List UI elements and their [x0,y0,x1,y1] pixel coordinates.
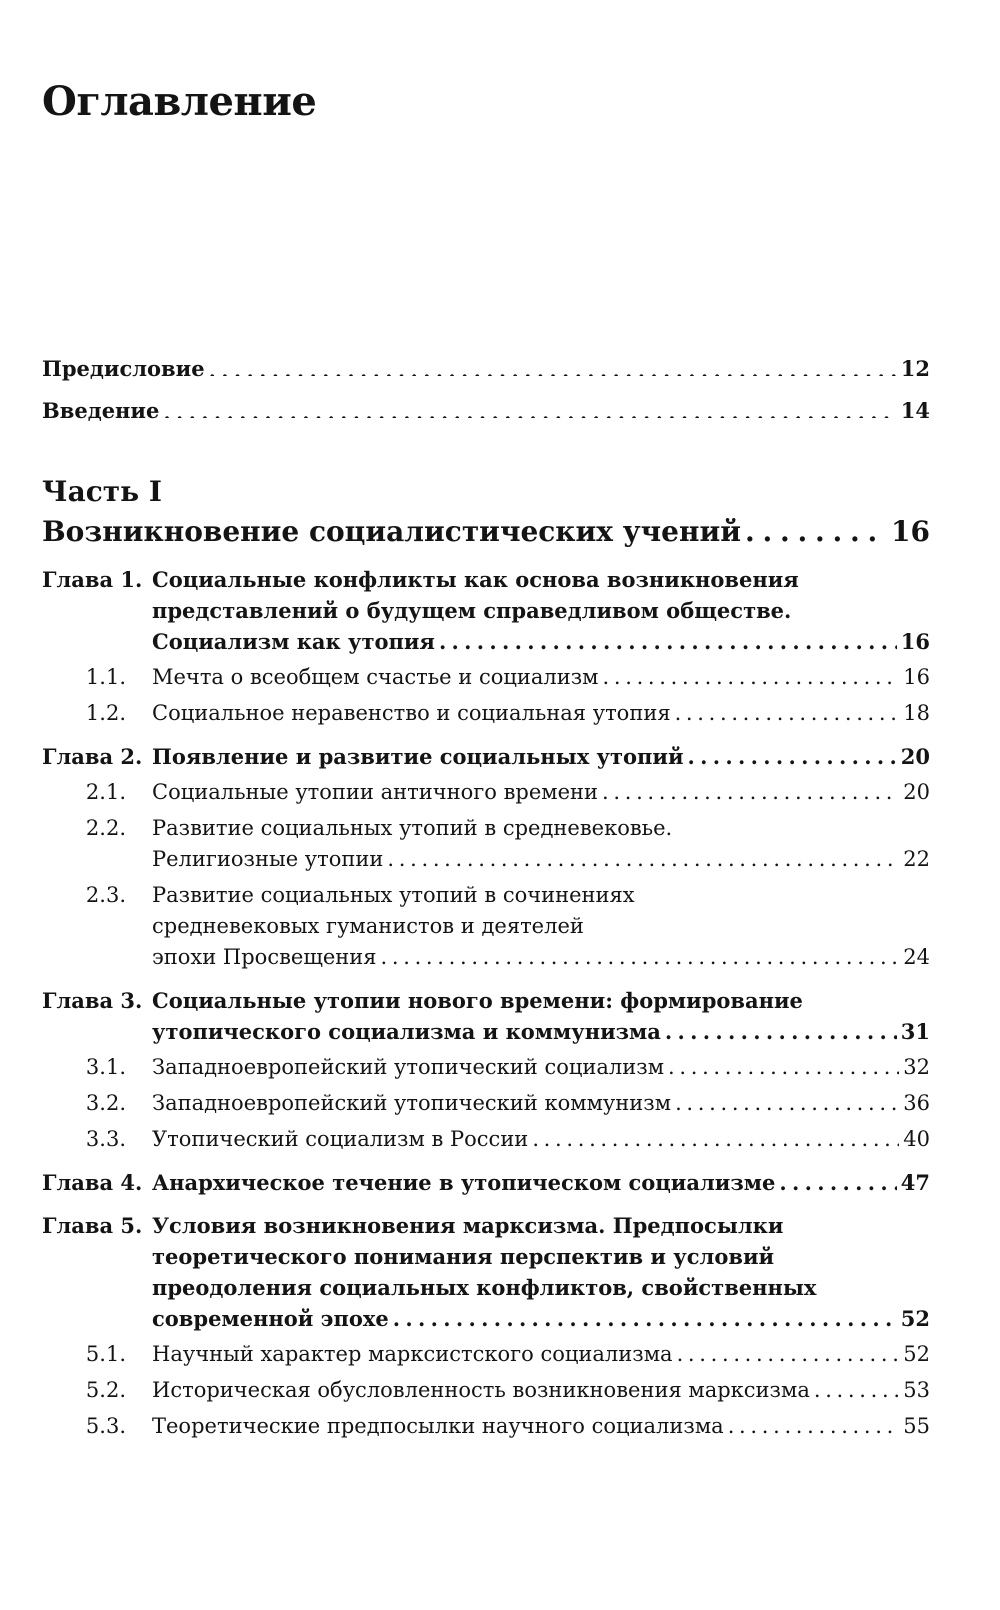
dot-leader [677,1339,900,1365]
dot-leader [728,1411,900,1437]
dot-leader [387,844,899,870]
chapter-label: Глава 1. [42,567,143,592]
toc-entry-text: Социализм как утопия [152,629,435,654]
toc-page-number: 47 [900,1170,930,1195]
section-number: 2.3. [85,883,126,907]
toc-entry-line [152,1016,930,1047]
toc-entry-line [152,813,930,844]
toc-entry-body [152,1411,930,1442]
toc-entry-text: Религиозные утопии [152,847,384,871]
section-number: 3.3. [85,1127,126,1151]
toc-entry-section[interactable] [42,1339,930,1370]
dot-leader [814,1375,899,1401]
dot-leader [439,626,897,652]
toc-entry-text: Условия возникновения марксизма. Предпосылки [152,1213,784,1238]
toc-entry-line [152,1272,930,1303]
toc-entry-body [152,1167,930,1198]
toc-page-number: 16 [903,665,930,689]
section-number: 5.2. [85,1378,126,1402]
toc-page-number: 52 [900,1306,930,1331]
toc-entry-section[interactable] [42,880,930,973]
toc-entry-text: Теоретические предпосылки научного социализма [152,1414,724,1438]
chapter-label: Глава 2. [42,744,143,769]
dot-leader [209,350,897,376]
toc-entry-body [152,880,930,973]
toc-entry-text: Предисловие [42,356,205,381]
chapter-label: Глава 4. [42,1170,143,1195]
toc-entry-chapter[interactable] [42,564,930,657]
section-number: 1.2. [85,701,126,725]
toc-entry-text: средневековых гуманистов и деятелей [152,914,584,938]
toc-entry-section[interactable] [42,698,930,729]
toc-entry-line [152,777,930,808]
toc-entry-body [152,1052,930,1083]
toc-entry-line [152,942,930,973]
toc-entry-body [152,662,930,693]
toc-entry-text: представлений о будущем справедливом обществе. [152,598,792,623]
toc-page-number: 16 [891,515,930,548]
toc-entry-line [152,844,930,875]
toc-entry-text: преодоления социальных конфликтов, свойственных [152,1275,817,1300]
toc-entry-chapter[interactable] [42,985,930,1047]
part-title: Возникновение социалистических учений [42,515,742,548]
dot-leader [665,1016,897,1042]
toc-entry-section[interactable] [42,662,930,693]
dot-leader [532,1124,899,1150]
toc-entry-section[interactable] [42,813,930,875]
toc-entry-text: Социальные утопии античного времени [152,780,599,804]
toc-entry-body [152,1339,930,1370]
toc-page-number: 18 [903,701,930,725]
toc-entry-line [152,1411,930,1442]
section-number: 5.1. [85,1342,126,1366]
toc-entry-body [152,813,930,875]
dot-leader [393,1303,897,1329]
toc-entry-text: Западноевропейский утопический социализм [152,1055,665,1079]
toc-entry-text: теоретического понимания перспектив и условий [152,1244,775,1269]
toc-entry-body [152,741,930,772]
dot-leader [779,1167,896,1193]
toc-page-number: 12 [900,356,930,381]
toc-entry-introduction[interactable] [42,390,930,432]
toc-entry-line [152,911,930,942]
toc-entry-line [152,1339,930,1370]
dot-leader [603,662,900,688]
toc-entry-line [152,1210,930,1241]
toc-entry-chapter[interactable] [42,1210,930,1334]
dot-leader [675,698,900,724]
toc-entry-text: Развитие социальных утопий в средневековье. [152,816,673,840]
toc-entry-text: эпохи Просвещения [152,945,377,969]
toc-entry-body [152,1375,930,1406]
toc-entry-body [152,564,930,657]
toc-page-number: 16 [900,629,930,654]
toc-entry-body [152,777,930,808]
toc-entry-line [152,1167,930,1198]
toc-entry-body [152,1210,930,1334]
toc-entry-text: Мечта о всеобщем счастье и социализм [152,665,599,689]
chapter-label: Глава 3. [42,988,143,1013]
toc-entry-line [152,880,930,911]
toc-page-number: 20 [900,744,930,769]
toc-front-matter [42,348,930,432]
toc-entry-line [152,1375,930,1406]
dot-leader [688,741,897,767]
toc-entry-line [152,595,930,626]
dot-leader [602,777,899,803]
dot-leader [668,1052,899,1078]
toc-entry-line [152,1088,930,1119]
toc-entry-section[interactable] [42,1375,930,1406]
toc-entry-body [152,1088,930,1119]
toc-page-number: 52 [903,1342,930,1366]
toc-entry-text: современной эпохе [152,1306,389,1331]
toc-entry-chapter[interactable] [42,1167,930,1198]
dot-leader [381,942,900,968]
toc-entry-line [152,662,930,693]
toc-entry-text: Социальные утопии нового времени: формирование [152,988,803,1013]
toc-page-number: 20 [903,780,930,804]
section-number: 3.2. [85,1091,126,1115]
toc-entry-body [152,698,930,729]
toc-entry-section[interactable] [42,777,930,808]
chapter-list [42,564,930,1442]
toc-page-number: 22 [903,847,930,871]
toc-entry-section[interactable] [42,1052,930,1083]
dot-leader [675,1088,899,1114]
toc-entry-text: Утопический социализм в России [152,1127,529,1151]
section-number: 2.1. [85,780,126,804]
toc-page-number: 24 [903,945,930,969]
toc-entry-text: утопического социализма и коммунизма [152,1019,661,1044]
toc-entry-text: Развитие социальных утопий в сочинениях [152,883,635,907]
section-number: 5.3. [85,1414,126,1438]
toc-page-number: 53 [903,1378,930,1402]
toc-entry-line [152,1124,930,1155]
toc-entry-part-1[interactable] [42,512,930,552]
toc-entry-line [152,1052,930,1083]
toc-page-number: 36 [903,1091,930,1115]
toc-entry-text: Научный характер марксистского социализма [152,1342,673,1366]
toc-page-number: 14 [900,398,930,423]
toc-entry-line [152,1303,930,1334]
toc-entry-text: Западноевропейский утопический коммунизм [152,1091,672,1115]
toc-entry-text: Социальные конфликты как основа возникновения [152,567,799,592]
toc-entry-text: Введение [42,398,160,423]
toc-entry-section[interactable] [42,1411,930,1442]
page-title: Оглавление [42,78,317,125]
table-of-contents [42,348,930,1442]
toc-entry-text: Анархическое течение в утопическом социализме [152,1170,776,1195]
toc-entry-preface[interactable] [42,348,930,390]
toc-entry-text: Социальное неравенство и социальная утопия [152,701,671,725]
section-number: 2.2. [85,816,126,840]
dot-leader [163,392,896,418]
dot-leader [745,512,887,547]
toc-entry-line [152,1241,930,1272]
toc-entry-section[interactable] [42,1124,930,1155]
toc-page-number: 40 [903,1127,930,1151]
toc-page-number: 31 [900,1019,930,1044]
toc-entry-line [152,626,930,657]
toc-entry-line [152,985,930,1016]
toc-entry-line [152,698,930,729]
part-label: Часть I [42,475,162,508]
toc-entry-section[interactable] [42,1088,930,1119]
toc-entry-text: Появление и развитие социальных утопий [152,744,684,769]
section-number: 3.1. [85,1055,126,1079]
toc-entry-body [152,1124,930,1155]
toc-entry-chapter[interactable] [42,741,930,772]
section-number: 1.1. [85,665,126,689]
toc-entry-line [152,564,930,595]
toc-page-number: 32 [903,1055,930,1079]
toc-page-number: 55 [903,1414,930,1438]
chapter-label: Глава 5. [42,1213,143,1238]
toc-entry-text: Историческая обусловленность возникновения марксизма [152,1378,810,1402]
toc-entry-body [152,985,930,1047]
toc-entry-line [152,741,930,772]
